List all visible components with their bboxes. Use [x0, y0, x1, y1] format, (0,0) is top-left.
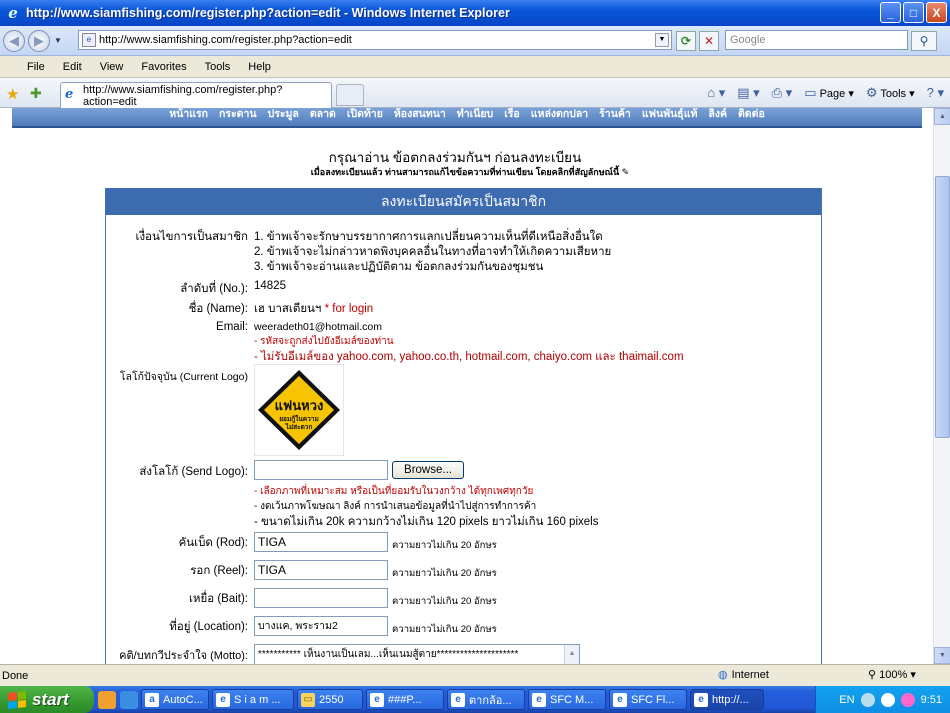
- bait-input[interactable]: [254, 588, 388, 608]
- stop-icon[interactable]: ✕: [699, 31, 719, 51]
- task-2550[interactable]: [297, 689, 363, 710]
- task-siam[interactable]: [212, 689, 294, 710]
- condition-2: 2. ข้าพเจ้าจะไม่กล่าวหาดพิงบุคคลอื่นในทางที่อาจทำให้เกิดความเสียหาย: [254, 246, 612, 258]
- search-input[interactable]: Google: [725, 30, 908, 50]
- task-label: http://...: [712, 693, 749, 706]
- home-icon[interactable]: ⌂ ▾: [707, 85, 726, 100]
- logo-note-2: - งดเว้นภาพโฆษณา ลิงค์ การนำเสนอข้อมูลที่นำไปสู่การทำการค้า: [254, 501, 537, 512]
- window-title: http://www.siamfishing.com/register.php?action=edit - Windows Internet Explorer: [26, 6, 510, 20]
- name-label: ชื่อ (Name):: [188, 303, 248, 315]
- tab-current[interactable]: [60, 82, 332, 108]
- ie-icon: e: [613, 693, 627, 707]
- tab-page-icon: e: [65, 87, 74, 102]
- menu-tools[interactable]: Tools: [204, 60, 231, 73]
- zoom-level: 100%: [879, 669, 908, 681]
- current-logo-image: [254, 364, 344, 454]
- page-scrollbar[interactable]: [933, 108, 950, 664]
- folder-icon: ▭: [301, 693, 315, 707]
- email-value: weeradeth01@hotmail.com: [254, 321, 382, 333]
- logo-note-3: - ขนาดไม่เกิน 20k ความกว้างไม่เกิน 120 pixels ยาวไม่เกิน 160 pixels: [254, 516, 599, 528]
- task-http[interactable]: [690, 689, 764, 710]
- tray-app-icon[interactable]: [861, 693, 875, 707]
- logo-note-1: - เลือกภาพที่เหมาะสม หรือเป็นที่ยอมรับในวงกว้าง ได้ทุกเพศทุกวัย: [254, 486, 534, 497]
- task-label: ###P...: [388, 693, 422, 706]
- no-label: ลำดับที่ (No.):: [180, 283, 248, 295]
- page-icon-small: ▭: [804, 85, 817, 100]
- taskbar: [0, 686, 950, 713]
- scroll-down-icon[interactable]: ▼: [934, 647, 950, 664]
- edit-pencil-icon: ✎: [621, 167, 630, 177]
- tray-volume-icon[interactable]: [901, 693, 915, 707]
- start-button[interactable]: [0, 686, 94, 713]
- rod-note: ความยาวไม่เกิน 20 อักษร: [392, 540, 497, 551]
- feeds-icon[interactable]: ▤ ▾: [737, 85, 760, 100]
- help-icon[interactable]: ? ▾: [926, 85, 944, 100]
- address-url: http://www.siamfishing.com/register.php?action=edit: [99, 34, 352, 46]
- clock: 9:51: [920, 693, 942, 706]
- motto-value: *********** เห็นงานเป็นเลม...เห็นเนมสู้ตาย*********************: [258, 649, 519, 660]
- forward-button[interactable]: ▶: [28, 30, 50, 52]
- site-nav-board[interactable]: กระดาน: [219, 108, 257, 120]
- reel-label: รอก (Reel):: [190, 565, 248, 577]
- zone-label: Internet: [731, 668, 769, 681]
- task-label: ตากล้อ...: [469, 694, 512, 707]
- motto-textarea[interactable]: [254, 644, 580, 664]
- page-menu[interactable]: ▭ Page ▾: [804, 85, 854, 100]
- form-header: ลงทะเบียนสมัครเป็นสมาชิก: [106, 188, 821, 215]
- menu-bar: [0, 56, 950, 78]
- logo-text-2: ยอมกู้ในความ: [279, 415, 319, 423]
- globe-icon: ◍: [718, 669, 728, 681]
- edit-notice: [0, 165, 933, 179]
- address-dropdown-icon[interactable]: ▼: [655, 33, 669, 47]
- ie-icon: e: [694, 693, 708, 707]
- bait-note: ความยาวไม่เกิน 20 อักษร: [392, 596, 497, 607]
- name-note: * for login: [324, 303, 374, 315]
- bait-label: เหยื่อ (Bait):: [188, 593, 248, 605]
- menu-edit[interactable]: Edit: [62, 60, 82, 73]
- email-note-1: - รหัสจะถูกส่งไปยังอีเมล์ของท่าน: [254, 336, 394, 347]
- email-label: Email:: [216, 321, 248, 333]
- task-sfc-m[interactable]: [528, 689, 606, 710]
- motto-label: คติ/บทกวีประจำใจ (Motto):: [119, 650, 248, 662]
- app-icon: a: [145, 693, 159, 707]
- menu-help[interactable]: Help: [248, 60, 271, 73]
- print-icon[interactable]: ⎙ ▾: [771, 85, 793, 100]
- ie-icon: e: [532, 693, 546, 707]
- menu-favorites[interactable]: Favorites: [141, 60, 187, 73]
- rod-input[interactable]: TIGA: [254, 532, 388, 552]
- gear-icon: ⚙: [865, 85, 878, 100]
- reel-input[interactable]: TIGA: [254, 560, 388, 580]
- condition-1: 1. ข้าพเจ้าจะรักษาบรรยากาศการแลกเปลี่ยนความเห็นที่ดีเหนือสิ่งอื่นใด: [254, 231, 603, 243]
- status-bar: [0, 664, 950, 686]
- register-form: [105, 188, 822, 664]
- page-icon: e: [82, 33, 96, 47]
- location-note: ความยาวไม่เกิน 20 อักษร: [392, 624, 497, 635]
- site-nav-auction[interactable]: ประมูล: [267, 108, 299, 120]
- add-favorite-icon[interactable]: ✚: [30, 85, 42, 101]
- command-bar: [707, 85, 944, 101]
- reel-note: ความยาวไม่เกิน 20 อักษร: [392, 568, 497, 579]
- window-titlebar: [0, 0, 950, 26]
- ie-logo-icon: e: [8, 4, 18, 22]
- site-nav-shops[interactable]: ร้านค้า: [599, 108, 631, 120]
- condition-3: 3. ข้าพเจ้าจะอ่านและปฏิบัติตาม ข้อตกลงร่วมกันของชุมชน: [254, 261, 544, 273]
- tray-network-icon[interactable]: [881, 693, 895, 707]
- scroll-up-icon[interactable]: ▲: [934, 108, 950, 125]
- site-nav-contact[interactable]: ติดต่อ: [737, 108, 765, 120]
- rod-label: คันเบ็ด (Rod):: [178, 537, 248, 549]
- task-label: SFC M...: [550, 693, 594, 706]
- language-indicator[interactable]: EN: [839, 693, 855, 706]
- task-label: SFC Fl...: [631, 693, 675, 706]
- zoom-control[interactable]: ⚲ 100% ▾: [868, 669, 916, 681]
- zoom-icon: ⚲: [868, 669, 877, 681]
- window-controls: [880, 2, 947, 23]
- logo-text-1: แฟนหวง: [274, 399, 324, 414]
- no-value: 14825: [254, 280, 286, 292]
- logo-file-input[interactable]: [254, 460, 388, 480]
- new-tab-button[interactable]: [336, 84, 364, 106]
- motto-scroll-up-icon[interactable]: ▲: [564, 645, 579, 664]
- scroll-thumb[interactable]: [935, 176, 950, 438]
- location-label: ที่อยู่ (Location):: [169, 621, 248, 633]
- address-field[interactable]: [78, 30, 672, 50]
- edit-notice-text: เมื่อลงทะเบียนแล้ว ท่านสามารถแก้ไขข้อความที่ท่านเขียน โดยคลิกที่สัญลักษณ์นี้: [310, 167, 620, 177]
- quicklaunch-outlook-icon[interactable]: [98, 691, 116, 709]
- task-label: S i a m ...: [234, 693, 281, 706]
- site-nav-trunk[interactable]: เปิดท้าย: [346, 108, 383, 120]
- address-toolbar: [0, 26, 950, 56]
- windows-logo-icon: [8, 691, 26, 709]
- site-nav-links[interactable]: ลิงค์: [708, 108, 727, 120]
- terms-notice: กรุณาอ่าน ข้อตกลงร่วมกันฯ ก่อนลงทะเบียน: [328, 150, 582, 165]
- start-label: start: [32, 689, 69, 709]
- task-photographer[interactable]: [447, 689, 525, 710]
- ie-icon: e: [451, 693, 465, 707]
- menu-file[interactable]: File: [27, 60, 45, 73]
- site-nav-fans[interactable]: แฟนพันธุ์แท้: [641, 108, 698, 120]
- back-button[interactable]: ◀: [3, 30, 25, 52]
- location-input[interactable]: บางแค, พระราม2: [254, 616, 388, 636]
- tab-label: http://www.siamfishing.com/register.php?action=edit: [83, 83, 283, 108]
- favorites-star-icon[interactable]: ★: [6, 86, 20, 103]
- site-nav-spots[interactable]: แหล่งตกปลา: [530, 108, 589, 120]
- tools-menu[interactable]: ⚙ Tools ▾: [865, 85, 915, 100]
- refresh-icon[interactable]: ⟳: [676, 31, 696, 51]
- task-label: 2550: [319, 693, 344, 706]
- site-nav: [12, 108, 922, 128]
- name-value: เฮ บาสเตียนฯ: [254, 303, 322, 315]
- ie-icon: e: [216, 693, 230, 707]
- site-nav-boat[interactable]: เรือ: [504, 108, 520, 120]
- site-nav-directory[interactable]: ทำเนียบ: [456, 108, 494, 120]
- tools-menu-label: Tools: [880, 88, 907, 100]
- site-nav-chat[interactable]: ห้องสนทนา: [393, 108, 446, 120]
- email-note-2: - ไม่รับอีเมล์ของ yahoo.com, yahoo.co.th, hotmail.com, chaiyo.com และ thaimail.com: [254, 351, 684, 363]
- ie-icon: e: [370, 693, 384, 707]
- task-autocad[interactable]: [141, 689, 209, 710]
- status-text: Done: [2, 669, 29, 682]
- task-label: AutoC...: [163, 693, 203, 706]
- page-viewport: [0, 108, 933, 664]
- maximize-button[interactable]: □: [903, 2, 924, 23]
- site-nav-market[interactable]: ตลาด: [309, 108, 336, 120]
- browse-button[interactable]: Browse...: [392, 461, 464, 479]
- task-p[interactable]: [366, 689, 444, 710]
- menu-view[interactable]: View: [99, 60, 124, 73]
- tab-bar: [0, 78, 950, 108]
- send-logo-label: ส่งโลโก้ (Send Logo):: [139, 466, 248, 478]
- name-row: [254, 300, 373, 318]
- search-icon[interactable]: ⚲: [911, 31, 937, 51]
- history-dropdown-icon[interactable]: ▼: [54, 36, 62, 45]
- close-button[interactable]: X: [926, 2, 947, 23]
- system-tray: [815, 686, 950, 713]
- conditions-label: เงื่อนไขการเป็นสมาชิก: [135, 231, 248, 243]
- current-logo-label: โลโก้ปัจจุบัน (Current Logo): [119, 371, 248, 383]
- task-sfc-fl[interactable]: [609, 689, 687, 710]
- page-menu-label: Page: [819, 88, 846, 100]
- minimize-button[interactable]: _: [880, 2, 901, 23]
- logo-text-3: ไม่สะดวก: [285, 423, 313, 431]
- quicklaunch-ie-icon[interactable]: [120, 691, 138, 709]
- site-nav-home[interactable]: หน้าแรก: [169, 108, 208, 120]
- security-zone: [718, 668, 769, 681]
